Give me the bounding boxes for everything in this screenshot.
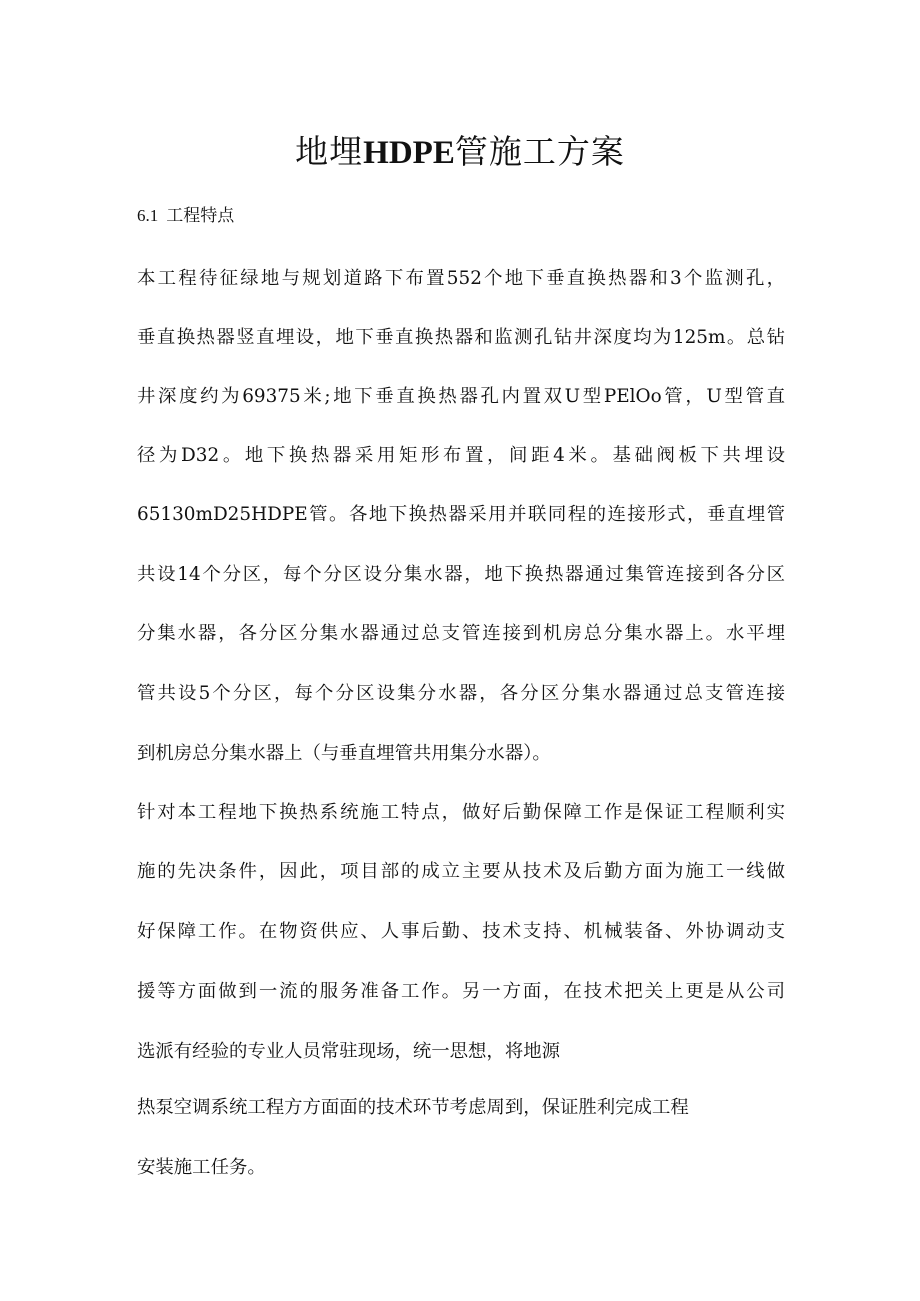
paragraph1-line: 共设14个分区，每个分区设分集水器，地下换热器通过集管连接到各分区 [137, 564, 785, 585]
paragraph1-line: 径为D32。地下换热器采用矩形布置，间距4米。基础阀板下共埋设 [137, 445, 785, 466]
section-title: 工程特点 [166, 206, 235, 226]
paragraph2-line: 针对本工程地下换热系统施工特点，做好后勤保障工作是保证工程顺利实 [137, 802, 785, 823]
section-heading [137, 203, 234, 229]
paragraph1-line: 分集水器，各分区分集水器通过总支管连接到机房总分集水器上。水平埋 [137, 623, 785, 644]
title-latin: HDPE [363, 135, 455, 171]
paragraph1-line: 管共设5个分区，每个分区设集分水器，各分区分集水器通过总支管连接 [137, 683, 785, 704]
paragraph2-line: 热泵空调系统工程方方面面的技术环节考虑周到，保证胜利完成工程 [137, 1097, 689, 1118]
section-number: 6.1 [137, 206, 159, 225]
paragraph1-line: 到机房总分集水器上（与垂直埋管共用集分水器）。 [137, 743, 551, 764]
document-title [0, 128, 920, 177]
paragraph2-line: 施的先决条件，因此，项目部的成立主要从技术及后勤方面为施工一线做 [137, 861, 785, 882]
title-prefix: 地埋 [295, 132, 364, 171]
paragraph2-line: 选派有经验的专业人员常驻现场，统一思想，将地源 [137, 1041, 560, 1062]
paragraph2-line: 好保障工作。在物资供应、人事后勤、技术支持、机械装备、外协调动支 [137, 921, 785, 942]
paragraph1-line: 垂直换热器竖直埋设，地下垂直换热器和监测孔钻井深度均为125m。总钻 [137, 327, 785, 348]
paragraph2-line: 援等方面做到一流的服务准备工作。另一方面，在技术把关上更是从公司 [137, 981, 785, 1002]
paragraph1-line: 井深度约为69375米;地下垂直换热器孔内置双U型PElOo管，U型管直 [137, 386, 785, 407]
paragraph1-line: 本工程待征绿地与规划道路下布置552个地下垂直换热器和3个监测孔， [137, 268, 785, 289]
title-suffix: 管施工方案 [454, 132, 625, 171]
paragraph2-line: 安装施工任务。 [137, 1157, 266, 1178]
paragraph1-line: 65130mD25HDPE管。各地下换热器采用并联同程的连接形式，垂直埋管 [137, 504, 785, 525]
